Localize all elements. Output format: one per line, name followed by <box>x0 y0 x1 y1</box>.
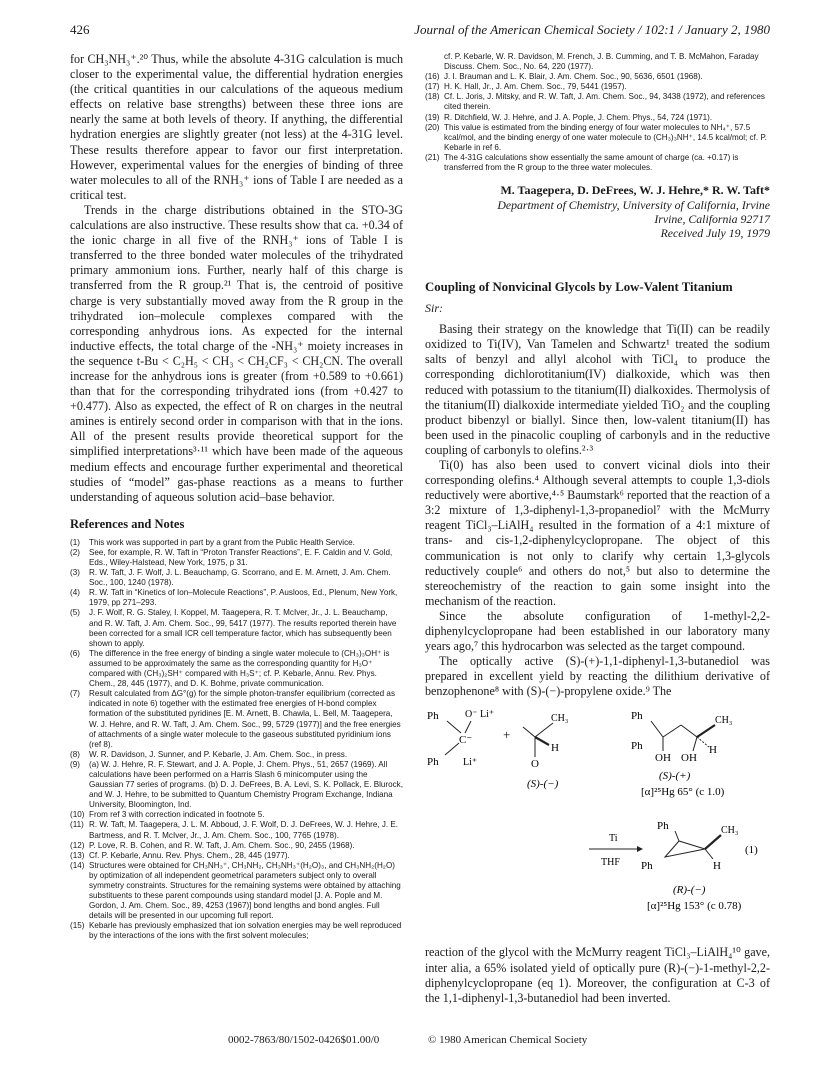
reference-item <box>70 608 403 648</box>
reference-text: This work was supported in part by a grant from the Public Health Service. <box>89 537 355 547</box>
reference-number: (5) <box>70 608 80 618</box>
scheme-c-minus: C⁻ <box>459 734 473 747</box>
reaction-scheme <box>425 703 770 939</box>
reference-item <box>70 810 403 820</box>
page-number: 426 <box>70 22 90 37</box>
reference-item <box>425 82 770 92</box>
reference-text: From ref 3 with correction indicated in footnote 5. <box>89 810 265 820</box>
reference-number: (18) <box>425 92 440 102</box>
reference-text: (a) W. J. Hehre, R. F. Stewart, and J. A. Pople, J. Chem. Phys., 51, 2657 (1969). All calculations have been performed on a Harris Slash 6 minicomputer using the Gaussian 77 series of programs. (b) D. J. DeFrees, B. A. Levi, S. K. Pollack, E. Blurock, and W. J. Hehre, to be submitted to Quantum Chemistry Program Exchange, Indiana University, Bloomington, Ind. <box>89 759 403 810</box>
reference-number: (10) <box>70 810 85 820</box>
reference-text: Cf. P. Kebarle, Annu. Rev. Phys. Chem., 28, 445 (1977). <box>89 850 290 860</box>
reference-text: R. W. Taft, J. F. Wolf, J. L. Beauchamp, G. Scorrano, and E. M. Arnett, J. Am. Chem. Soc., 100, 1240 (1978). <box>89 568 391 588</box>
reference-number: (13) <box>70 850 85 860</box>
reference-number: (6) <box>70 648 80 658</box>
reference-item <box>70 861 403 922</box>
scheme-ph: Ph <box>631 710 643 723</box>
affiliation-city: Irvine, California 92717 <box>654 212 770 227</box>
scheme-s-plus: (S)-(+) <box>659 770 691 783</box>
wedge-bond <box>705 835 721 849</box>
reference-text: The 4-31G calculations show essentially the same amount of charge (ca. +0.17) is transferred from the R group to the three water molecules. <box>444 152 739 173</box>
authors: M. Taagepera, D. DeFrees, W. J. Hehre,* R. W. Taft* <box>500 183 770 198</box>
reference-number: (14) <box>70 860 85 870</box>
copyright: © 1980 American Chemical Society <box>428 1034 588 1046</box>
reference-number: (19) <box>425 112 440 122</box>
reference-text: This value is estimated from the binding energy of four water molecules to NH₄⁺, 57.5 kcal/mol, and the binding energy of one water molecule to (CH₃)₃NH⁺, 14.5 kcal/mol; cf. P. Kebarle in ref 6. <box>444 122 767 152</box>
reference-item <box>70 538 403 548</box>
scheme-oh: OH <box>655 752 671 765</box>
scheme-ph: Ph <box>427 710 439 723</box>
right-column <box>425 52 770 1006</box>
reference-number: (21) <box>425 152 440 162</box>
reference-number: (15) <box>70 921 85 931</box>
reference-text: Structures were obtained for CH₃NH₃⁺, CH₃NH₂, CH₃NH₃⁺(H₂O)₃, and CH₃NH₂(H₂O) by optimization of all independent geometrical parameters subject only to overall symmetry constraints. Structures for the remaining systems were obtained by attaching substituents to these parent compounds using standard model [J. A. Pople and M. Gordon, J. Am. Chem. Soc., 89, 4253 (1967)] bond lengths and bond angles. Full details will be presented in our upcoming full report. <box>89 860 401 921</box>
reference-text: Kebarle has previously emphasized that ion solvation energies may be well reproduced by the interactions of the ions with the first solvent molecules; <box>89 921 402 941</box>
wedge-bond <box>697 725 715 737</box>
reference-number: (11) <box>70 820 84 830</box>
references-list <box>70 538 403 942</box>
reference-item <box>70 568 403 588</box>
scheme-rotation-2: [α]²⁵Hg 153° (c 0.78) <box>647 900 742 913</box>
paragraph: Since the absolute configuration of 1-methyl-2,2-diphenylcyclopropane had been established in our laboratory many years ago,⁷ this hydrocarbon was selected as the target compound. <box>425 608 770 654</box>
bond <box>523 727 535 737</box>
bond <box>693 737 697 751</box>
scheme-o-li: O⁻ Li⁺ <box>465 709 495 721</box>
scheme-drawing <box>425 703 770 939</box>
reference-item <box>425 92 770 112</box>
reference-text: P. Love, R. B. Cohen, and R. W. Taft, J. Am. Chem. Soc., 90, 2455 (1968). <box>89 840 355 850</box>
reference-text: R. Ditchfield, W. J. Hehre, and J. A. Pople, J. Chem. Phys., 54, 724 (1971). <box>444 112 713 122</box>
reference-number: (7) <box>70 689 80 699</box>
scheme-h: H <box>713 860 721 873</box>
equation-number: (1) <box>745 844 758 857</box>
scheme-ch3: CH₃ <box>715 715 733 727</box>
reference-item <box>425 52 770 72</box>
salutation: Sir: <box>425 301 443 316</box>
reference-item <box>70 689 403 750</box>
scheme-ph: Ph <box>641 860 653 873</box>
paragraph: Trends in the charge distributions obtained in the STO-3G calculations are also instructive. These results show that ca. +0.34 of the ionic charge in all five of the RNH₃⁺ ions of Table I is transferred to the three bonded water molecules of the trihydrated primary ammonium ions. Further, nearly half of this charge is transferred from the R group.²¹ That is, the centroid of positive charge is very substantially moved away from the R group in the trihydrated ion–molecule complexes compared with the corresponding anhydrous ions. As expected for the internal inductive effects, the total charge of the -NH₃⁺ moiety increases in the sequence t-Bu < C₂H₅ < CH₃ < CH₂CF₃ < CH₂CN. The overall increase for the anhydrous ions is greater (from +0.589 to +0.661) than that for the corresponding trihydrated ions (from +0.427 to +0.477). Also as expected, the effect of R on charges in the neutral amines is entirely second order in comparison with that in the ions. All of the present results provide theoretical support for the simplified interpretations³·¹¹ which have been made of the aqueous medium effects and encourage further experimental and theoretical studies of “model” gas-phase reactions as a means to further understanding of aqueous solution acid–base behavior. <box>70 202 403 504</box>
reference-number: (12) <box>70 840 85 850</box>
scheme-ph: Ph <box>657 820 669 833</box>
hash-bond <box>697 737 709 747</box>
scheme-oh: OH <box>681 752 697 765</box>
reference-item <box>425 72 770 82</box>
wedge-bond <box>535 737 549 745</box>
scheme-ti: Ti <box>609 833 618 845</box>
reference-text: cf. P. Kebarle, W. R. Davidson, M. French, J. B. Cumming, and T. B. McMahon, Faraday Discuss. Chem. Soc., No. 64, 220 (1977). <box>444 52 759 72</box>
reference-text: J. F. Wolf, R. G. Staley, I. Koppel, M. Taagepera, R. T. McIver, Jr., J. L. Beauchamp, and R. W. Taft, J. Am. Chem. Soc., 99, 5417 (1977). The results reported therein have been corrected for a small ICR cell temperature factor, which has subsequently been shown to apply. <box>89 608 397 648</box>
scheme-thf: THF <box>601 857 620 869</box>
reference-item <box>70 649 403 689</box>
reference-item <box>425 113 770 123</box>
reference-item <box>425 153 770 173</box>
scheme-r-minus: (R)-(−) <box>673 884 706 897</box>
reference-number: (1) <box>70 537 80 547</box>
reference-text: Cf. L. Joris, J. Mitsky, and R. W. Taft, J. Am. Chem. Soc., 94, 3438 (1972), and references cited therein. <box>444 92 765 112</box>
received-date: Received July 19, 1979 <box>660 226 770 241</box>
article-code: 0002-7863/80/1502-0426$01.00/0 <box>228 1034 380 1046</box>
bond <box>681 725 697 737</box>
reference-number: (16) <box>425 72 440 82</box>
affiliation: Department of Chemistry, University of California, Irvine <box>497 198 770 213</box>
reference-item <box>70 750 403 760</box>
reference-item <box>70 851 403 861</box>
bond <box>705 849 713 859</box>
journal-citation: Journal of the American Chemical Society / 102:1 / January 2, 1980 <box>414 22 770 37</box>
reference-number: (2) <box>70 547 80 557</box>
running-header <box>70 22 770 40</box>
reference-number: (3) <box>70 568 80 578</box>
paragraph: The optically active (S)-(+)-1,1-diphenyl-1,3-butanediol was prepared in excellent yield by reacting the dilithium derivative of benzophenone⁸ with (S)-(−)-propylene oxide.⁹ The <box>425 654 770 699</box>
left-column <box>70 52 403 942</box>
reference-item <box>70 921 403 941</box>
scheme-ch3: CH₃ <box>551 713 569 725</box>
scheme-h: H <box>709 744 717 757</box>
reference-number: (8) <box>70 749 80 759</box>
bond <box>675 831 679 841</box>
reference-text: R. W. Taft, M. Taagepera, J. L. M. Abboud, J. F. Wolf, D. J. DeFrees, W. J. Hehre, J. E. Bartmess, and R. T. McIver, Jr., J. Am. Chem. Soc., 100, 7765 (1978). <box>89 820 399 840</box>
references-list-continued <box>425 52 770 173</box>
reference-number: (20) <box>425 122 440 132</box>
scheme-h: H <box>551 742 559 755</box>
paragraph: Ti(0) has also been used to convert vicinal diols into their corresponding olefins.⁴ Although several attempts to couple 1,3-diols reductively were abortive,⁴·⁵ Baumstark⁶ reported that the reaction of a 3:2 mixture of 1,3-diphenyl-1,3-propanediol⁷ with the McMurry reagent TiCl₃–LiAlH₄ resulted in the formation of a 4:1 mixture of trans- and cis-1,2-diphenylcyclopropane. The object of this communication is not only to clarify why certain 1,3-glycols reductively couple⁶ and others do not,⁵ but also to determine the stereochemistry of the reaction to gain some insight into the mechanism of the reaction. <box>425 457 770 608</box>
cyclopropane-ring <box>665 841 705 857</box>
reference-number: (9) <box>70 759 80 769</box>
reference-text: The difference in the free energy of binding a single water molecule to (CH₃)₃OH⁺ is assumed to be approximately the same as the corresponding quantity for H₃O⁺ compared with (CH₃)₂SH⁺ compared with H₃S⁺; cf. P. Kebarle, Annu. Rev. Phys. Chem., 28, 445 (1977), and D. K. Bohme, private communication. <box>89 648 390 689</box>
reference-item <box>70 548 403 568</box>
scheme-ph: Ph <box>631 740 643 753</box>
bond <box>445 743 459 755</box>
reference-text: Result calculated from ΔG°(g) for the simple photon-transfer equilibrium (corrected as indicated in note 6) together with the estimated free energies of H-bond complex formation of the substituted pyridines [E. M. Arnett, B. Chawla, L. Bell, M. Taagepera, W. J. Hehre, and R. W. Taft, J. Am. Chem. Soc., 99, 5729 (1977)] and the free energies of attachments of a single water molecule to the gaseous substituted pyridinium ions (ref 8). <box>89 689 401 749</box>
bond <box>535 723 553 737</box>
scheme-rotation-1: [α]²⁵Hg 65° (c 1.0) <box>641 786 725 799</box>
reference-text: H. K. Hall, Jr., J. Am. Chem. Soc., 79, 5441 (1957). <box>444 82 627 92</box>
reference-item <box>425 123 770 153</box>
reference-text: See, for example, R. W. Taft in “Proton Transfer Reactions”, E. F. Caldin and V. Gold, Eds., Wiley-Halstead, New York, 1975, p 31. <box>89 547 393 567</box>
bond <box>663 725 681 737</box>
reference-item <box>70 760 403 810</box>
paragraph: for CH₃NH₃⁺.²⁰ Thus, while the absolute 4-31G calculation is much closer to the experimental value, the differential hydration energies (the critical quantities in our calculations of the aqueous medium effects on relative base strengths) between these three ions are nearly the same at both levels of theory. If anything, the differential hydration energies are slightly greater (not less) at the 4-31G level. These results therefore appear to favor our first interpretation. However, experimental values for the energies of binding of three water molecules to all of the RNH₃⁺ ions of Table I are needed as a critical test. <box>70 52 403 202</box>
reference-item <box>70 588 403 608</box>
reference-text: R. W. Taft in “Kinetics of Ion–Molecule Reactions”, P. Ausloos, Ed., Plenum, New York, 1979, pp 271–293. <box>89 588 398 608</box>
arrow-head <box>637 846 643 852</box>
bond <box>465 721 471 733</box>
reference-text: W. R. Davidson, J. Sunner, and P. Kebarle, J. Am. Chem. Soc., in press. <box>89 749 348 759</box>
reference-item <box>70 820 403 840</box>
article-title: Coupling of Nonvicinal Glycols by Low-Valent Titanium <box>425 280 733 295</box>
reference-number: (4) <box>70 588 80 598</box>
bond <box>651 721 663 737</box>
reference-item <box>70 841 403 851</box>
scheme-li: Li⁺ <box>463 757 478 769</box>
scheme-s-minus: (S)-(−) <box>527 778 559 791</box>
paragraph: Basing their strategy on the knowledge that Ti(II) can be readily oxidized to Ti(IV), Van Tamelen and Schwartz¹ treated the sodium salts of benzyl and allyl alcohol with TiCl₄ to produce the corresponding dichlorotitanium(IV) dialkoxide, which was then reduced with potassium to the titanium(II) dialkoxides. Thermolysis of the titanium(II) dialkoxide intermediate yielded TiO₂ and the coupling product bibenzyl or biallyl. Since then, low-valent titanium(II) has been used in the pinacolic coupling of carbonyls and in the reductive coupling of carbonyls to olefins.²·³ <box>425 322 770 457</box>
reference-number: (17) <box>425 82 440 92</box>
references-heading: References and Notes <box>70 516 185 531</box>
reference-text: J. I. Brauman and L. K. Blair, J. Am. Chem. Soc., 90, 5636, 6501 (1968). <box>444 72 703 82</box>
bond <box>447 721 461 733</box>
scheme-ch3: CH₃ <box>721 825 739 837</box>
paragraph: reaction of the glycol with the McMurry reagent TiCl₃–LiAlH₄¹⁰ gave, inter alia, a 65% isolated yield of optically pure (R)-(−)-1-methyl-2,2-diphenylcyclopropane (eq 1). Moreover, the configuration at C-3 of the 1,1-diphenyl-1,3-butanediol had been inverted. <box>425 945 770 1005</box>
scheme-o: O <box>531 758 539 771</box>
scheme-ph: Ph <box>427 756 439 769</box>
scheme-plus: + <box>503 727 511 743</box>
